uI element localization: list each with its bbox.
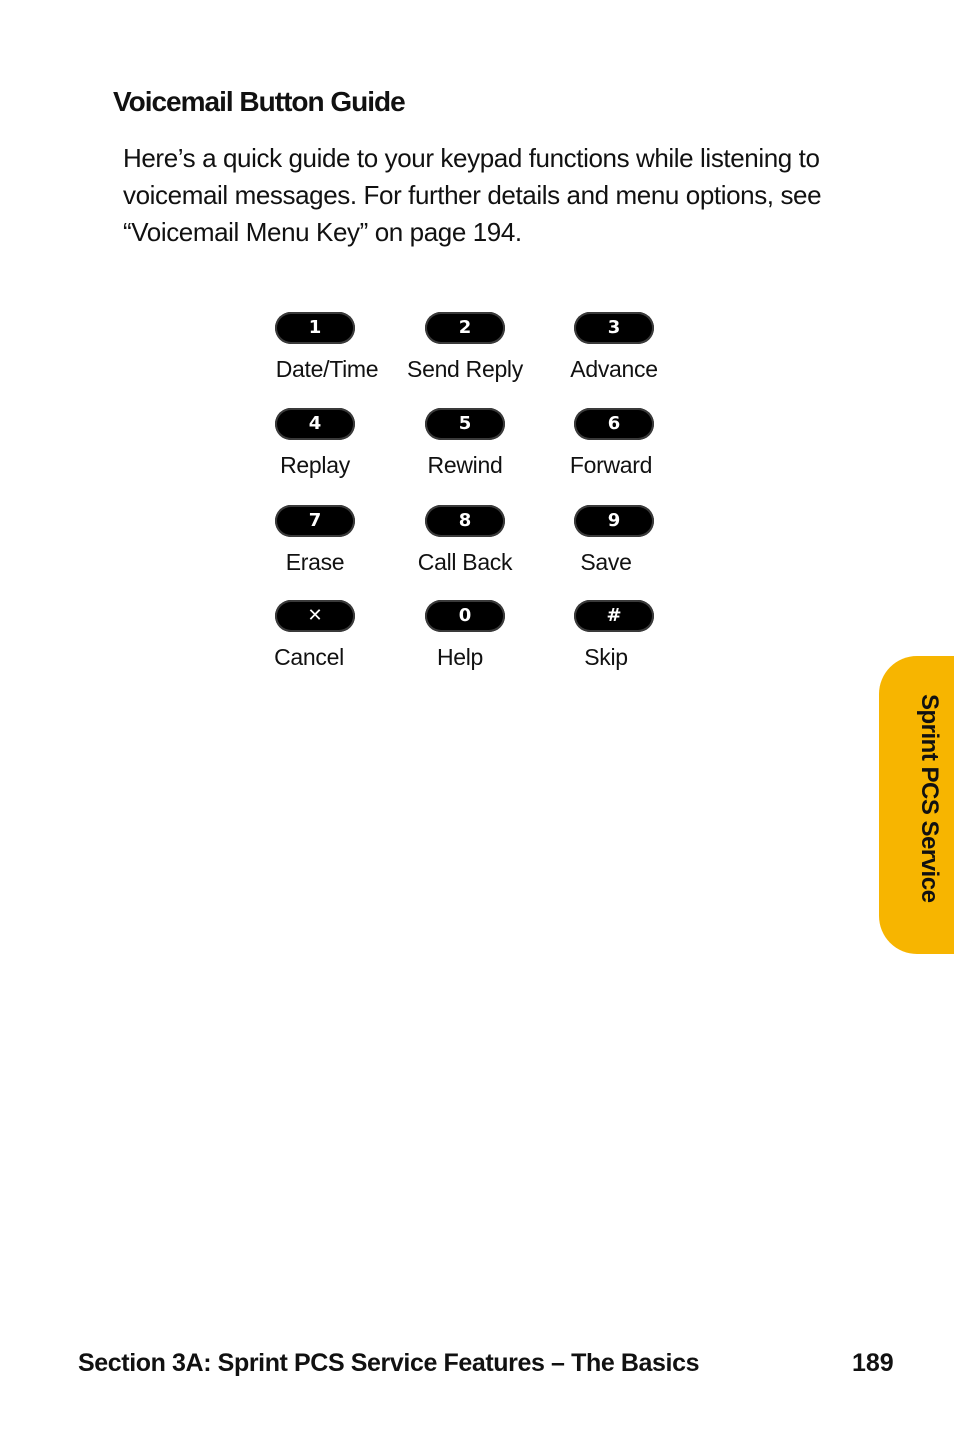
key-3-label: Advance xyxy=(570,356,658,382)
key-star-button: ✕ xyxy=(275,600,355,632)
key-star-label: Cancel xyxy=(274,644,344,670)
key-entry-6 xyxy=(549,408,699,488)
key-9-label: Save xyxy=(580,549,632,575)
key-7-button: 7 xyxy=(275,505,355,537)
footer-page-number: 189 xyxy=(852,1349,894,1377)
key-pound-button: # xyxy=(574,600,654,632)
key-entry-8 xyxy=(400,505,550,585)
key-4-label: Replay xyxy=(280,452,350,478)
page-heading: Voicemail Button Guide xyxy=(113,86,405,117)
key-entry-3 xyxy=(549,312,699,392)
key-6-label: Forward xyxy=(569,452,653,478)
key-7-label: Erase xyxy=(285,549,345,575)
footer-section-title: Section 3A: Sprint PCS Service Features – The Basics xyxy=(78,1349,700,1377)
key-entry-9 xyxy=(549,505,699,585)
key-entry-5 xyxy=(400,408,550,488)
key-2-label: Send Reply xyxy=(407,356,523,382)
key-entry-2 xyxy=(400,312,550,392)
key-4-button: 4 xyxy=(275,408,355,440)
key-entry-7 xyxy=(250,505,400,585)
key-1-button: 1 xyxy=(275,312,355,344)
key-pound-label: Skip xyxy=(584,644,628,670)
key-3-button: 3 xyxy=(574,312,654,344)
key-entry-4 xyxy=(250,408,400,488)
key-8-button: 8 xyxy=(425,505,505,537)
key-5-label: Rewind xyxy=(427,452,503,478)
key-entry-0 xyxy=(400,600,550,680)
key-1-label: Date/Time xyxy=(275,356,379,382)
key-entry-pound xyxy=(549,600,699,680)
key-8-label: Call Back xyxy=(417,549,513,575)
key-0-label: Help xyxy=(436,644,484,670)
intro-paragraph: Here’s a quick guide to your keypad functions while listening to voicemail messages. For further details and menu options, see “Voicemail Menu Key” on page 194. xyxy=(123,143,822,247)
side-tab-label: Sprint PCS Service xyxy=(916,694,943,903)
section-side-tab xyxy=(879,656,954,954)
key-6-button: 6 xyxy=(574,408,654,440)
key-entry-1 xyxy=(250,312,400,392)
key-9-button: 9 xyxy=(574,505,654,537)
key-entry-star xyxy=(250,600,400,680)
key-2-button: 2 xyxy=(425,312,505,344)
key-0-button: 0 xyxy=(425,600,505,632)
key-5-button: 5 xyxy=(425,408,505,440)
